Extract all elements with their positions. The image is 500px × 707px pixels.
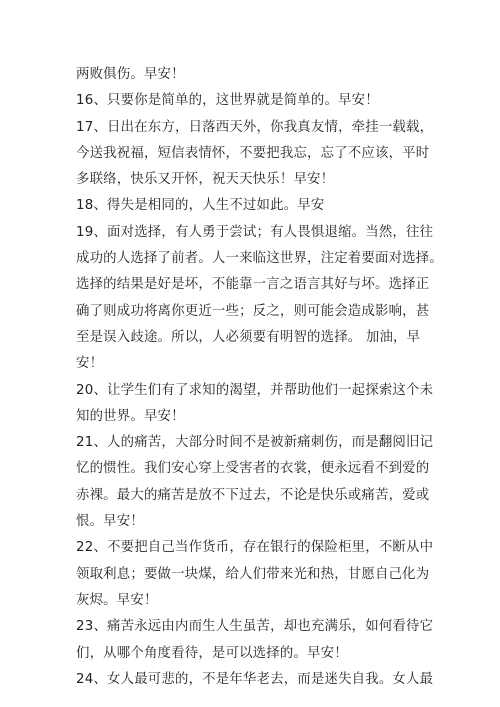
document-body — [76, 62, 443, 693]
text-line: 16、只要你是简单的，这世界就是简单的。早安！ — [76, 93, 379, 109]
text-line: 两败俱伤。早安！ — [76, 67, 185, 82]
text-line: 21、人的痛苦，大部分时间不是被新痛刺伤，而是翻阅旧记 — [76, 435, 434, 451]
text-line: 安！ — [76, 356, 104, 372]
text-line: 领取利息；要做一块煤，给人们带来光和热，甘愿自己化为 — [76, 566, 430, 582]
text-line: 至是误入歧途。所以，人必须要有明智的选择。 加油，早 — [76, 329, 421, 345]
text-line: 24、女人最可悲的，不是年华老去，而是迷失自我。女人最 — [76, 671, 434, 687]
text-line: 灰烬。早安！ — [76, 592, 158, 608]
text-line: 22、不要把自己当作货币，存在银行的保险柜里，不断从中 — [76, 540, 434, 556]
text-line: 18、得失是相同的，人生不过如此。早安 — [76, 198, 325, 214]
text-line: 多联络，快乐又开怀，祝天天快乐！早安！ — [76, 172, 335, 188]
text-line: 23、痛苦永远由内而生人生虽苦，却也充满乐，如何看待它 — [76, 619, 434, 635]
text-line: 20、让学生们有了求知的渴望，并帮助他们一起探索这个未 — [76, 382, 434, 398]
text-line: 知的世界。早安！ — [76, 408, 185, 424]
text-line: 今送我祝福，短信表情怀，不要把我忘，忘了不应该，平时 — [76, 145, 430, 161]
text-line: 选择的结果是好是坏，不能靠一言之语言其好与坏。选择正 — [76, 277, 430, 293]
text-line: 赤裸。最大的痛苦是放不下过去，不论是快乐或痛苦，爱或 — [76, 487, 430, 503]
text-line: 17、日出在东方，日落西天外，你我真友情，牵挂一载载， — [76, 119, 434, 135]
text-line: 成功的人选择了前者。人一来临这世界，注定着要面对选择。 — [76, 251, 443, 267]
text-line: 恨。早安！ — [76, 514, 144, 530]
text-line: 们，从哪个角度看待，是可以选择的。早安！ — [76, 645, 348, 661]
text-line: 忆的惯性。我们安心穿上受害者的衣裳，便永远看不到爱的 — [76, 461, 430, 477]
text-line: 19、面对选择，有人勇于尝试；有人畏惧退缩。当然，往往 — [76, 224, 434, 240]
text-line: 确了则成功将离你更近一些；反之，则可能会造成影响，甚 — [76, 303, 430, 319]
